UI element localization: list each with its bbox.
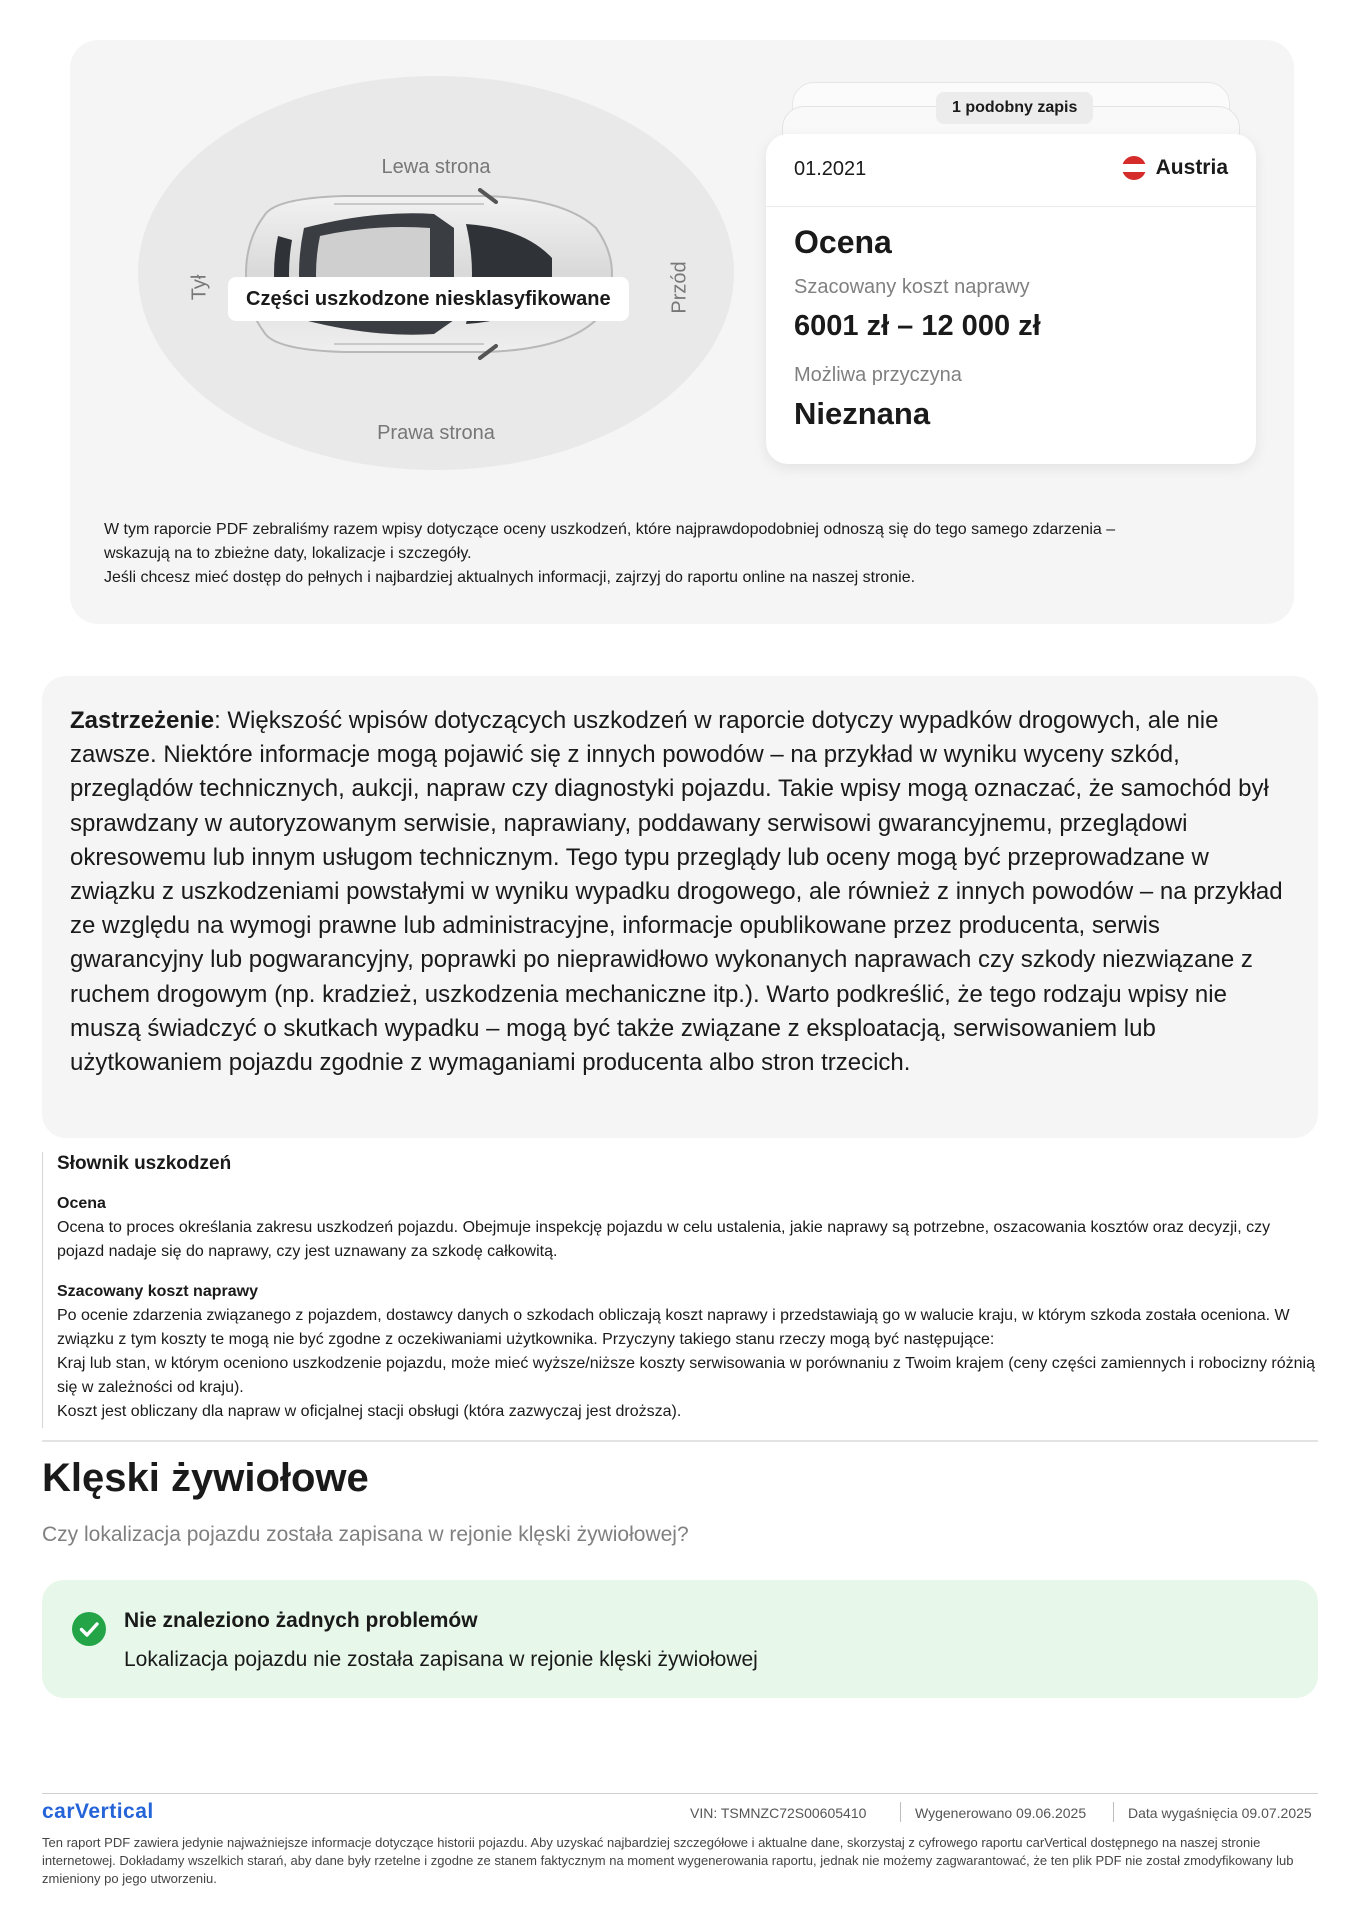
record-title: Ocena: [794, 224, 892, 260]
disclaimer-box: [42, 676, 1318, 1138]
section-divider: [42, 1440, 1318, 1442]
panel-note-line: W tym raporcie PDF zebraliśmy razem wpisy dotyczące oceny uszkodzeń, które najprawdopodobniej odnoszą się do tego samego zdarzenia –: [104, 521, 1116, 538]
rear-label: Tył: [188, 274, 211, 301]
record-date: 01.2021: [794, 158, 867, 180]
footer-separator: [1113, 1802, 1114, 1822]
repair-cost-label: Szacowany koszt naprawy: [794, 276, 1030, 298]
footer-divider: [42, 1793, 1318, 1794]
glossary-term: Ocena: [57, 1195, 106, 1212]
similar-records-badge[interactable]: 1 podobny zapis: [936, 92, 1093, 124]
record-country: [1122, 156, 1228, 180]
glossary-definition: Koszt jest obliczany dla napraw w oficjalnej stacji obsługi (która zazwyczaj jest droższa).: [57, 1403, 682, 1420]
left-side-label: Lewa strona: [381, 156, 491, 178]
glossary-title: Słownik uszkodzeń: [57, 1153, 232, 1174]
austria-flag-icon: [1122, 156, 1146, 180]
status-title: Nie znaleziono żadnych problemów: [124, 1609, 478, 1632]
footer-expiry-date: Data wygaśnięcia 09.07.2025: [1128, 1805, 1312, 1821]
car-top-view-icon: [234, 188, 614, 360]
footer-generated-date: Wygenerowano 09.06.2025: [915, 1805, 1087, 1821]
natural-disasters-title: Klęski żywiołowe: [42, 1456, 369, 1500]
glossary-definition: Kraj lub stan, w którym oceniono uszkodzenie pojazdu, może mieć wyższe/niższe koszty serwisowania w porównaniu z Twoim krajem (ceny części zamiennych i robocizny różnią się w zależności od kraju).: [57, 1355, 1315, 1396]
possible-cause-label: Możliwa przyczyna: [794, 364, 962, 386]
status-description: Lokalizacja pojazdu nie została zapisana w rejonie klęski żywiołowej: [124, 1648, 758, 1671]
possible-cause-value: Nieznana: [794, 396, 931, 431]
damage-glossary: [42, 1152, 1318, 1428]
check-circle-icon: [72, 1612, 106, 1646]
footer-separator: [900, 1802, 901, 1822]
glossary-definition: Ocena to proces określania zakresu uszkodzeń pojazdu. Obejmuje inspekcję pojazdu w celu ustalenia, jakie naprawy są potrzebne, oszacowania kosztów oraz decyzji, czy pojazd nadaje się do naprawy, czy jest uznawany za szkodę całkowitą.: [57, 1219, 1271, 1260]
right-side-label: Prawa strona: [377, 422, 495, 444]
panel-note: [104, 518, 1264, 590]
disclaimer-text: : Większość wpisów dotyczących uszkodzeń w raporcie dotyczy wypadków drogowych, ale nie zawsze. Niektóre informacje mogą pojawić się z innych powodów – na przykład w wyniku wyceny szkód, przeglądów technicznych, aukcji, napraw czy diagnostyki pojazdu. Takie wpisy mogą oznaczać, że samochód był sprawdzany w autoryzowanym serwisie, naprawiany, poddawany serwisowi gwarancyjnemu, przeglądowi okresowemu lub innym usługom technicznym. Tego typu przeglądy lub oceny mogą być przeprowadzane w związku z uszkodzeniami powstałymi w wyniku wypadku drogowego, ale również z innych powodów – na przykład ze względu na wymogi prawne lub administracyjne, informacje opublikowane przez producenta, serwis gwarancyjny lub pogwarancyjny, poprawki po nieprawidłowo wykonanych naprawach czy szkody niezwiązane z ruchem drogowym (np. kradzież, uszkodzenia mechaniczne itp.). Warto podkreślić, że tego rodzaju wpisy nie muszą świadczyć o skutkach wypadku – mogą być także związane z eksploatacją, serwisowaniem lub użytkowaniem pojazdu zgodnie z wymaganiami producenta albo stron trzecich.: [70, 707, 1283, 1077]
footer-vin: VIN: TSMNZC72S00605410: [690, 1805, 867, 1821]
natural-disasters-question: Czy lokalizacja pojazdu została zapisana w rejonie klęski żywiołowej?: [42, 1523, 689, 1546]
no-problems-status: [42, 1580, 1318, 1698]
footer-disclaimer: Ten raport PDF zawiera jedynie najważniejsze informacje dotyczące historii pojazdu. Aby uzyskać najbardziej szczegółowe i aktualne dane, skorzystaj z cyfrowego raportu carVertical dostępnego na naszej stronie internetowej. Dokładamy wszelkich starań, aby dane były rzetelne i zgodne ze stanem faktycznym na moment wygenerowania raportu, jednak nie możemy zagwarantować, że ten plik PDF nie został zmodyfikowany lub zmieniony po jego utworzeniu.: [42, 1835, 1294, 1886]
disclaimer-label: Zastrzeżenie: [70, 707, 215, 734]
damage-area-tag[interactable]: Części uszkodzone niesklasyfikowane: [228, 277, 629, 321]
damage-panel: [70, 40, 1294, 624]
record-divider: [766, 206, 1256, 207]
glossary-definition: Po ocenie zdarzenia związanego z pojazdem, dostawcy danych o szkodach obliczają koszt naprawy i przedstawiają go w walucie kraju, w którym szkoda została oceniona. W związku z tym koszty te mogą nie być zgodne z oczekiwaniami użytkownika. Przyczyny takiego stanu rzeczy mogą być następujące:: [57, 1307, 1290, 1348]
record-country-name: Austria: [1155, 156, 1228, 179]
repair-cost-value: 6001 zł – 12 000 zł: [794, 310, 1041, 342]
panel-note-line: wskazują na to zbieżne daty, lokalizacje i szczegóły.: [104, 545, 472, 562]
carvertical-logo: carVertical: [42, 1800, 154, 1823]
glossary-term: Szacowany koszt naprawy: [57, 1283, 258, 1300]
car-diagram: [138, 76, 734, 470]
front-label: Przód: [668, 261, 691, 314]
panel-note-line: Jeśli chcesz mieć dostęp do pełnych i najbardziej aktualnych informacji, zajrzyj do raportu online na naszej stronie.: [104, 569, 916, 586]
damage-record-card[interactable]: [766, 134, 1256, 464]
